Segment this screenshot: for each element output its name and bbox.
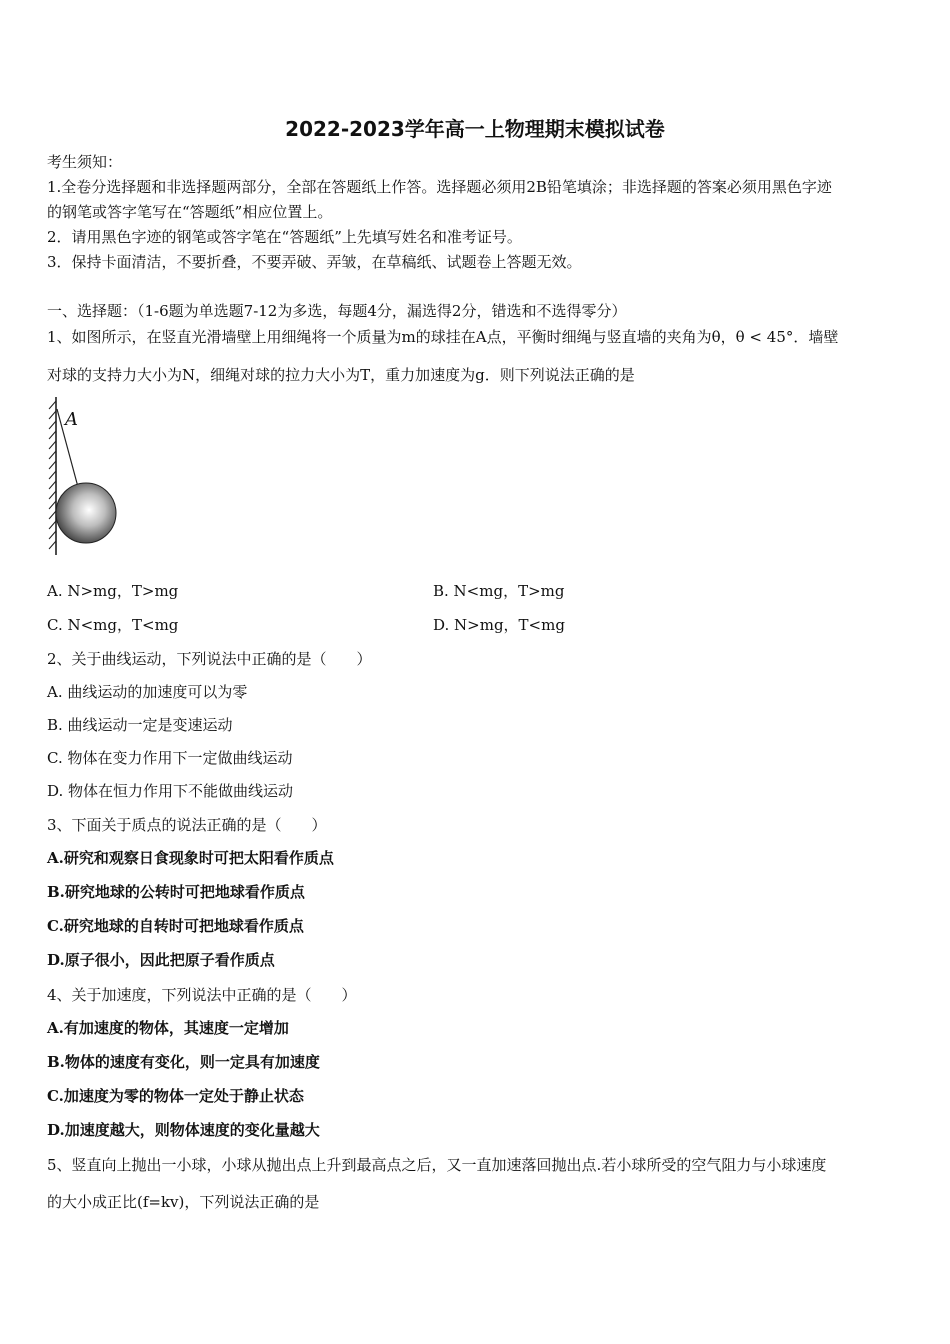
- question-1-option-b: B. N<mg，T>mg: [433, 582, 565, 600]
- question-2-option-b: B. 曲线运动一定是变速运动: [47, 716, 233, 734]
- question-2-stem: 2、关于曲线运动，下列说法中正确的是（ ）: [47, 650, 372, 668]
- question-3-option-c: C.研究地球的自转时可把地球看作质点: [47, 917, 304, 935]
- question-2-option-c: C. 物体在变力作用下一定做曲线运动: [47, 749, 293, 767]
- question-3-option-a: A.研究和观察日食现象时可把太阳看作质点: [47, 849, 334, 867]
- question-4-option-c: C.加速度为零的物体一定处于静止状态: [47, 1087, 304, 1105]
- notice-item: 的钢笔或答字笔写在“答题纸”相应位置上。: [47, 203, 333, 221]
- question-1-option-a: A. N>mg，T>mg: [47, 582, 179, 600]
- notice-item: 1.全卷分选择题和非选择题两部分，全部在答题纸上作答。选择题必须用2B铅笔填涂；非选择题的答案必须用黑色字迹: [47, 178, 832, 196]
- point-a-label: A: [65, 409, 78, 430]
- question-3-option-d: D.原子很小，因此把原子看作质点: [47, 951, 275, 969]
- question-2-option-d: D. 物体在恒力作用下不能做曲线运动: [47, 782, 294, 800]
- ball: [56, 483, 116, 543]
- question-3-option-b: B.研究地球的公转时可把地球看作质点: [47, 883, 305, 901]
- question-4-option-d: D.加速度越大，则物体速度的变化量越大: [47, 1121, 320, 1139]
- question-3-stem: 3、下面关于质点的说法正确的是（ ）: [47, 816, 327, 834]
- question-5-stem: 5、竖直向上抛出一小球，小球从抛出点上升到最高点之后，又一直加速落回抛出点.若小球所受的空气阻力与小球速度: [47, 1156, 827, 1174]
- question-4-stem: 4、关于加速度，下列说法中正确的是（ ）: [47, 986, 357, 1004]
- question-2-option-a: A. 曲线运动的加速度可以为零: [47, 683, 248, 701]
- question-5-stem: 的大小成正比(f=kv)，下列说法正确的是: [47, 1193, 320, 1211]
- wall-hatching: [49, 397, 56, 555]
- notice-heading: 考生须知：: [47, 153, 123, 171]
- question-4-option-a: A.有加速度的物体，其速度一定增加: [47, 1019, 289, 1037]
- notice-item: 2．请用黑色字迹的钢笔或答字笔在“答题纸”上先填写姓名和准考证号。: [47, 228, 522, 246]
- question-1-option-c: C. N<mg，T<mg: [47, 616, 179, 634]
- page-title: 2022-2023学年高一上物理期末模拟试卷: [285, 117, 665, 141]
- question-1-stem: 对球的支持力大小为N，细绳对球的拉力大小为T，重力加速度为g．则下列说法正确的是: [47, 366, 635, 384]
- question-1-option-d: D. N>mg，T<mg: [433, 616, 565, 634]
- section-heading: 一、选择题：（1-6题为单选题7-12为多选，每题4分，漏选得2分，错选和不选得零分）: [47, 302, 627, 320]
- question-4-option-b: B.物体的速度有变化，则一定具有加速度: [47, 1053, 320, 1071]
- question-1-stem: 1、如图所示，在竖直光滑墙壁上用细绳将一个质量为m的球挂在A点，平衡时细绳与竖直墙的夹角为θ，θ < 45°．墙壁: [47, 328, 839, 346]
- wall-ball-figure: [40, 395, 130, 560]
- notice-item: 3．保持卡面清洁，不要折叠，不要弄破、弄皱，在草稿纸、试题卷上答题无效。: [47, 253, 582, 271]
